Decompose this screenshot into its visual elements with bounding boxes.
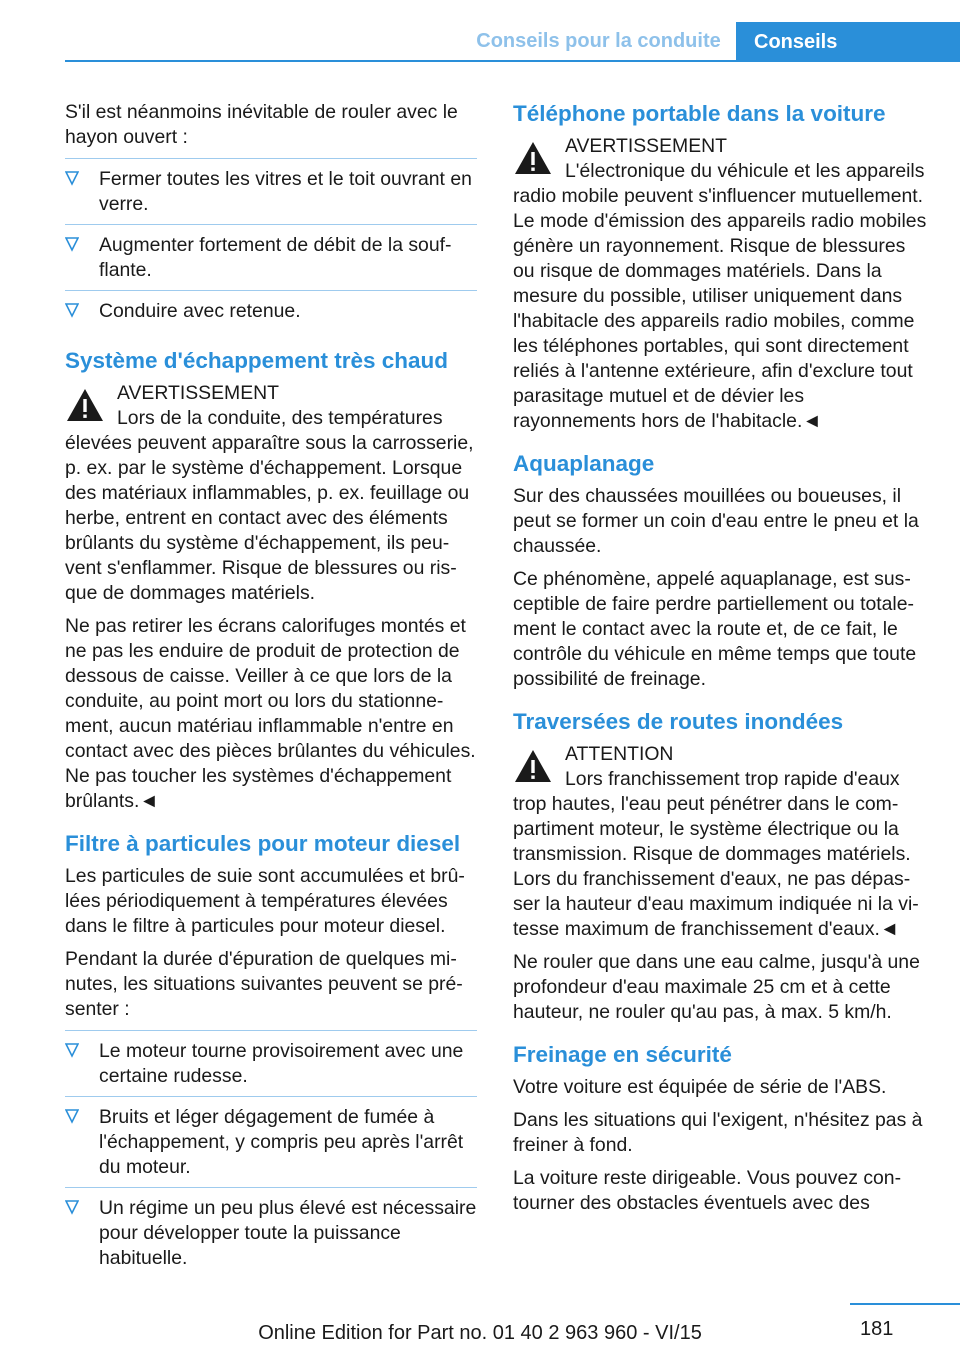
- heading-exhaust: Système d'échappement très chaud: [65, 348, 448, 373]
- warning-block: [513, 134, 929, 434]
- list-item: Augmenter fortement de débit de la soufflante.: [65, 225, 477, 291]
- triangle-bullet-icon: [65, 1107, 79, 1125]
- brake-paragraph-1: Votre voiture est équipée de série de l'ABS.: [513, 1076, 887, 1098]
- triangle-bullet-icon: [65, 235, 79, 253]
- heading-flooded-roads: Traversées de routes inondées: [513, 709, 844, 734]
- filter-paragraph-1: Les particules de suie sont accumulées et brûlées périodiquement à températures élevées dans le filtre à particules pour moteur diesel.: [65, 865, 465, 937]
- brake-paragraph-3: La voiture reste dirigeable. Vous pouvez contourner des obstacles éventuels avec des: [513, 1167, 902, 1214]
- footer-rule: [850, 1303, 960, 1305]
- header-chapter-tab: Conseils: [736, 22, 960, 62]
- heading-diesel-filter: Filtre à particules pour moteur diesel: [65, 831, 461, 856]
- list-item: Fermer toutes les vitres et le toit ouvrant en verre.: [65, 158, 477, 225]
- heading-safe-braking: Freinage en sécurité: [513, 1042, 732, 1067]
- tailgate-list: [65, 158, 477, 331]
- warning-text: Lors franchissement trop rapide d'eaux trop hautes, l'eau peut pénétrer dans le compartiment moteur, le système électrique ou la transmission. Risque de dommages matériels. Lors du franchissement d'eaux, ne pas dépasser la hauteur d'eau maximum indiquée ni la vitesse maximum de franchissement d'eaux.◄: [513, 768, 919, 940]
- aqua-paragraph-1: Sur des chaussées mouillées ou boueuses, il peut se former un coin d'eau entre le pneu et la chaussée.: [513, 485, 919, 557]
- right-column: [513, 100, 929, 1224]
- list-item: Un régime un peu plus élevé est nécessaire pour développer toute la puissance habituelle.: [65, 1188, 477, 1278]
- warning-triangle-icon: [65, 387, 105, 423]
- warning-label: ATTENTION: [565, 743, 674, 765]
- filter-paragraph-2: Pendant la durée d'épuration de quelques minutes, les situations suivantes peuvent se présenter :: [65, 948, 463, 1020]
- triangle-bullet-icon: [65, 301, 79, 319]
- warning-label: AVERTISSEMENT: [565, 135, 727, 157]
- header-rule: [65, 60, 960, 62]
- header-section-title: Conseils pour la conduite: [476, 29, 721, 52]
- warning-triangle-icon: [513, 748, 553, 784]
- list-item: Conduire avec retenue.: [65, 291, 477, 331]
- aqua-paragraph-2: Ce phénomène, appelé aquaplanage, est susceptible de faire perdre partiellement ou totalement le contact avec la route et, de ce fait, le contrôle du véhicule en même temps que toute possibilité de freinage.: [513, 568, 917, 690]
- warning-triangle-icon: [513, 140, 553, 176]
- intro-paragraph: S'il est néanmoins inévitable de rouler avec le hayon ouvert :: [65, 101, 458, 148]
- triangle-bullet-icon: [65, 169, 79, 187]
- footer-edition: Online Edition for Part no. 01 40 2 963 960 - VI/15: [258, 1322, 702, 1344]
- warning-text: L'électronique du véhicule et les appareils radio mobile peuvent s'influencer mutuellement. Le mode d'émission des appareils radio mobiles génère un rayonnement. Risque de blessures ou risque de dommages matériels. Dans la mesure du possible, utiliser uniquement dans l'habitacle des appareils radio mobiles, comme les téléphones portables, qui sont directement reliés à l'antenne extérieure, afin d'exclure tout parasitage mutuel et de dévier les rayonnements hors de l'habitacle.◄: [513, 160, 927, 432]
- triangle-bullet-icon: [65, 1198, 79, 1216]
- warning-text: Lors de la conduite, des températures élevées peuvent apparaître sous la carrosserie, p. ex. par le système d'échappement. Lorsque des matériaux inflammables, p. ex. feuillage ou herbe, entrent en contact avec des éléments brûlants du système d'échappement, ils peuvent s'enflammer. Risque de blessures ou risque de dommages matériels.: [65, 407, 474, 604]
- warning-label: AVERTISSEMENT: [117, 382, 279, 404]
- left-column: [65, 100, 477, 1286]
- list-item: Le moteur tourne provisoirement avec une certaine rudesse.: [65, 1030, 477, 1097]
- warning-block: [513, 742, 929, 942]
- list-item: Bruits et léger dégagement de fumée à l'échappement, y compris peu après l'arrêt du moteur.: [65, 1097, 477, 1188]
- triangle-bullet-icon: [65, 1041, 79, 1059]
- page-number: 181: [860, 1318, 894, 1340]
- heading-aquaplaning: Aquaplanage: [513, 451, 655, 476]
- heading-phone: Téléphone portable dans la voiture: [513, 101, 886, 126]
- brake-paragraph-2: Dans les situations qui l'exigent, n'hésitez pas à freiner à fond.: [513, 1109, 923, 1156]
- warning-block: [65, 381, 477, 606]
- filter-list: [65, 1030, 477, 1278]
- flood-paragraph: Ne rouler que dans une eau calme, jusqu'à une profondeur d'eau maximale 25 cm et à cette hauteur, ne rouler qu'au pas, à max. 5 km/h.: [513, 951, 920, 1023]
- exhaust-paragraph: Ne pas retirer les écrans calorifuges montés et ne pas les enduire de produit de protection de dessous de caisse. Veiller à ce que lors de la conduite, au point mort ou lors du stationnement, aucun matériau inflammable n'entre en contact avec des pièces brûlantes du véhicules. Ne pas toucher les systèmes d'échappement brûlants.◄: [65, 615, 476, 812]
